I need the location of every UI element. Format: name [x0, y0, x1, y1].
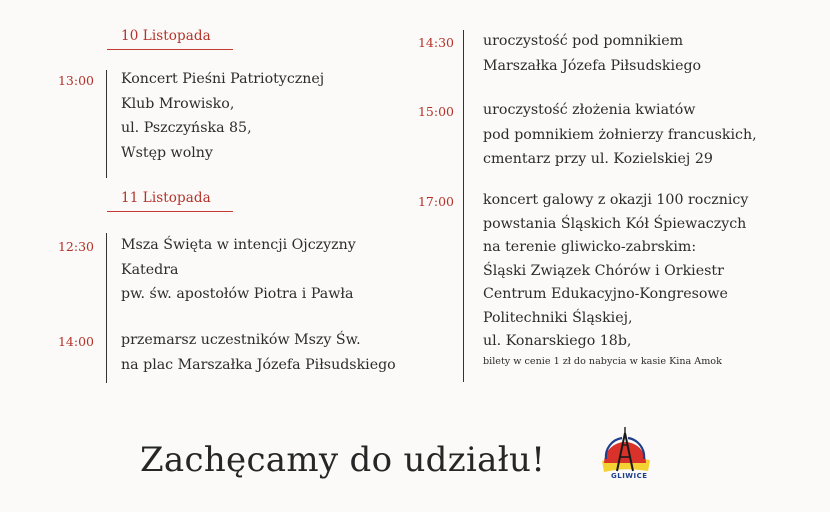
event-time: 14:30: [417, 35, 454, 50]
event-divider: [106, 233, 107, 383]
event-line: ul. Pszczyńska 85,: [121, 120, 252, 136]
event-line: Klub Mrowisko,: [121, 95, 235, 112]
event-divider: [106, 70, 107, 178]
event-line: uroczystość pod pomnikiem: [483, 33, 684, 49]
event-time: 15:00: [417, 104, 454, 119]
day-heading-rule: [107, 49, 233, 50]
event-description: [121, 233, 356, 307]
day-heading-10-listopada: 10 Listopada: [121, 28, 211, 44]
event-time: 17:00: [417, 194, 454, 209]
event-line: Msza Święta w intencji Ojczyzny: [121, 237, 356, 253]
event-line: Koncert Pieśni Patriotycznej: [121, 71, 325, 87]
event-description: [483, 189, 748, 369]
day-heading-rule: [107, 211, 233, 212]
event-description: [121, 67, 324, 165]
event-description: [483, 98, 757, 172]
event-time: 14:00: [57, 334, 94, 349]
event-line: pw. św. apostołów Piotra i Pawła: [121, 286, 354, 302]
event-description: [483, 29, 701, 78]
event-line: przemarsz uczestników Mszy Św.: [121, 332, 361, 348]
event-line: Wstęp wolny: [121, 144, 213, 161]
event-line: ul. Konarskiego 18b,: [483, 333, 632, 349]
event-line: pod pomnikiem żołnierzy francuskich,: [483, 126, 757, 143]
event-line: uroczystość złożenia kwiatów: [483, 102, 696, 118]
event-line: Śląski Związek Chórów i Orkiestr: [483, 262, 724, 279]
slogan: Zachęcamy do udziału!: [140, 440, 546, 480]
event-line: na plac Marszałka Józefa Piłsudskiego: [121, 356, 396, 373]
event-line: koncert galowy z okazji 100 rocznicy: [483, 192, 749, 208]
event-divider: [463, 30, 464, 382]
day-heading-11-listopada: 11 Listopada: [121, 190, 211, 206]
logo-text: GLIWICE: [611, 472, 648, 480]
event-line: na terenie gliwicko-zabrskim:: [483, 239, 697, 255]
event-description: [121, 328, 396, 377]
event-line: Marszałka Józefa Piłsudskiego: [483, 57, 702, 74]
event-line: Centrum Edukacyjno-Kongresowe: [483, 286, 728, 302]
event-time: 13:00: [57, 73, 94, 88]
event-time: 12:30: [57, 239, 94, 254]
ticket-note: bilety w cenie 1 zł do nabycia w kasie Kina Amok: [483, 355, 722, 367]
event-line: cmentarz przy ul. Kozielskiej 29: [483, 151, 713, 167]
event-line: powstania Śląskich Kół Śpiewaczych: [483, 215, 747, 232]
event-line: Politechniki Śląskiej,: [483, 309, 633, 326]
event-line: Katedra: [121, 261, 179, 278]
